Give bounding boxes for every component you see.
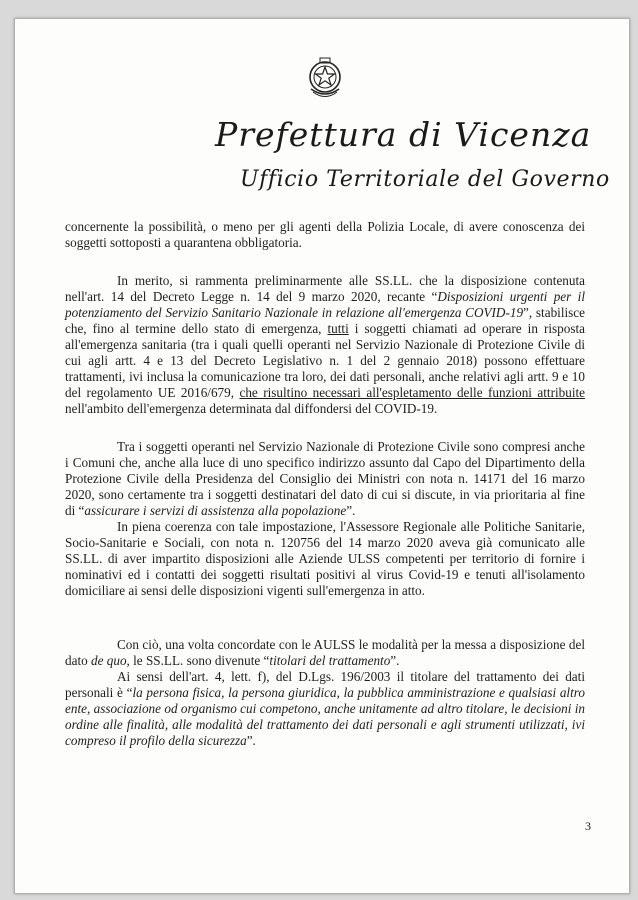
quoted-purpose: assicurare i servizi di assistenza alla popolazione (84, 503, 347, 518)
paragraph-2: In merito, si rammenta preliminarmente alle SS.LL. che la disposizione contenuta nell'art. 14 del Decreto Legge n. 14 del 9 marzo 2020, recante “Disposizioni urgenti per il potenziamento del Servizio Sanitario Nazionale in relazione all'emergenza COVID-19”, stabilisce che, fino al termine dello stato di emergenza, tutti i soggetti chiamati ad operare in risposta all'emergenza sanitaria (tra i quali quelli operanti nel Servizio Nazionale di Protezione Civile di cui agli artt. 4 e 13 del Decreto Legislativo n. 1 del 2 gennaio 2018) possono effettuare trattamenti, ivi inclusa la comunicazione tra loro, dei dati personali, anche relativi agli artt. 9 e 10 del regolamento UE 2016/679, che risultino necessari all'espletamento delle funzioni attribuite nell'ambito dell'emergenza determinata dal diffondersi del COVID-19. (65, 273, 586, 416)
decree-title: Disposizioni urgenti per il potenziamento del Servizio Sanitario Nazionale in relazione all'emergenza COVID-19 (65, 289, 585, 320)
quoted-titolari: titolari del trattamento (269, 653, 391, 668)
italian-republic-emblem-icon (305, 55, 345, 101)
office-title: Prefettura di Vicenza (215, 115, 592, 154)
document-page (14, 18, 630, 894)
paragraph-6: Ai sensi dell'art. 4, lett. f), del D.Lgs. 196/2003 il titolare del trattamento dei dati personali è “la persona fisica, la persona giuridica, la pubblica amministrazione e qualsiasi altro ente, associazione od organismo cui competono, anche unitamente ad altro titolare, le decisioni in ordine alle finalità, alle modalità del trattamento dei dati personali e agli strumenti utilizzati, ivi compreso il profilo della sicurezza”. (65, 669, 585, 748)
paragraph-4: In piena coerenza con tale impostazione, l'Assessore Regionale alle Politiche Sanitarie, Socio-Sanitarie e Sociali, con nota n. 120756 del 14 marzo 2020 aveva già comunicato alle SS.LL. di aver impartito disposizioni alle Aziende ULSS competenti per territorio di fornire i nominativi ed i contatti dei soggetti risultati positivi al virus Covid-19 e tenuti all'isolamento domiciliare ai sensi delle disposizioni vigenti sull'emergenza in atto. (65, 519, 585, 598)
latin-de-quo: de quo (91, 653, 127, 668)
paragraph-1: concernente la possibilità, o meno per gli agenti della Polizia Locale, di avere conoscenza dei soggetti sottoposti a quarantena obbligatoria. (65, 219, 585, 250)
paragraph-5: Con ciò, una volta concordate con le AULSS le modalità per la messa a disposizione del dato de quo, le SS.LL. sono divenute “titolari del trattamento”. (65, 637, 585, 668)
page-number: 3 (585, 819, 591, 833)
office-subtitle: Ufficio Territoriale del Governo (240, 167, 610, 192)
underlined-tutti: tutti (327, 321, 349, 336)
underlined-clause: che risultino necessari all'espletamento delle funzioni attribuite (239, 385, 585, 400)
paragraph-3: Tra i soggetti operanti nel Servizio Nazionale di Protezione Civile sono compresi anche i Comuni che, anche alla luce di uno specifico indirizzo assunto dal Capo del Dipartimento della Protezione Civile della Presidenza del Consiglio dei Ministri con nota n. 14171 del 16 marzo 2020, sono certamente tra i soggetti destinatari del dato di cui si discute, in via prioritaria al fine di “assicurare i servizi di assistenza alla popolazione”. (65, 439, 585, 518)
quoted-definition: la persona fisica, la persona giuridica, la pubblica amministrazione e qualsiasi altro ente, associazione od organismo cui competono, anche unitamente ad altro titolare, le decisioni in ordine alle finalità, alle modalità del trattamento dei dati personali e agli strumenti utilizzati, ivi compreso il profilo della sicurezza (65, 685, 585, 748)
letter-body (65, 219, 585, 749)
